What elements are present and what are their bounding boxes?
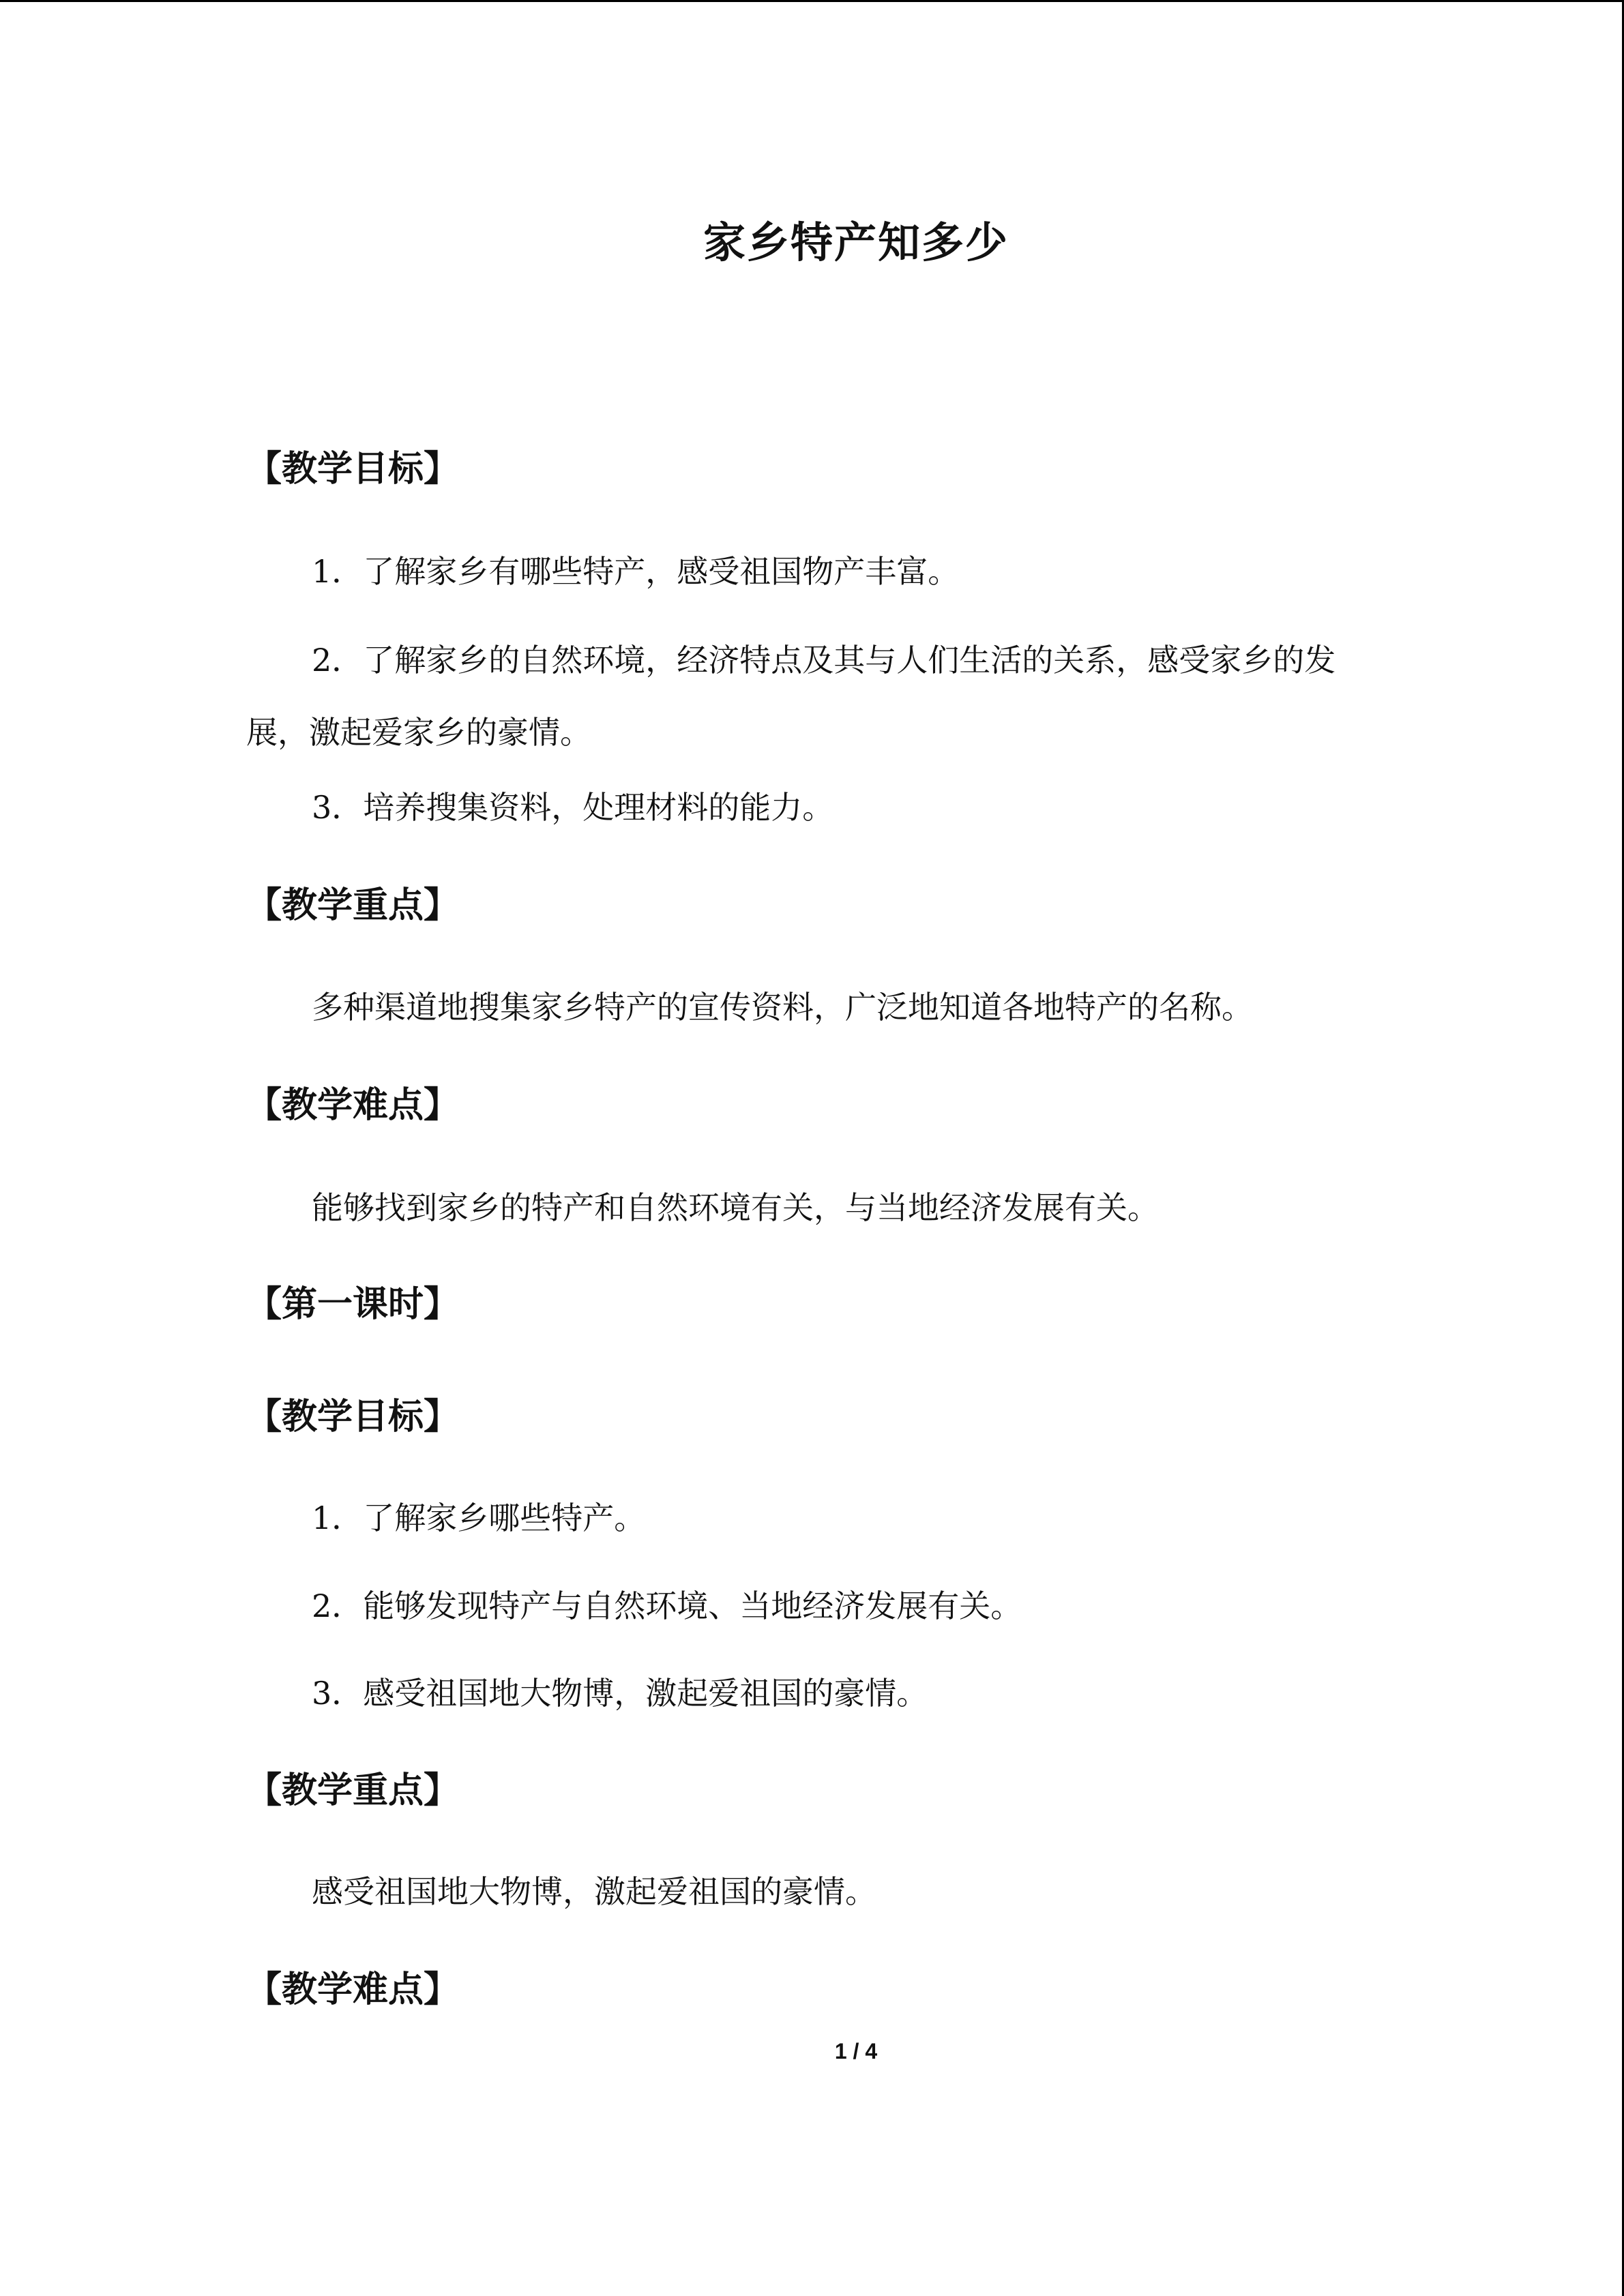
heading-first-lesson: 【第一课时】 bbox=[246, 1283, 460, 1325]
heading-teaching-difficulty: 【教学难点】 bbox=[246, 1084, 460, 1126]
heading-teaching-focus: 【教学重点】 bbox=[246, 884, 460, 926]
heading-lesson-focus: 【教学重点】 bbox=[246, 1770, 460, 1811]
goal-item-1: 1．了解家乡有哪些特产，感受祖国物产丰富。 bbox=[312, 553, 960, 590]
page-number: 1 / 4 bbox=[834, 2039, 878, 2063]
lesson-goal-item-1: 1．了解家乡哪些特产。 bbox=[312, 1500, 646, 1536]
lesson-goal-item-3: 3．感受祖国地大物博，激起爱祖国的豪情。 bbox=[312, 1675, 928, 1712]
goal-item-2: 2．了解家乡的自然环境，经济特点及其与人们生活的关系，感受家乡的发展，激起爱家乡的豪情。 bbox=[246, 642, 1336, 751]
lesson-focus-paragraph: 感受祖国地大物博，激起爱祖国的豪情。 bbox=[312, 1873, 876, 1910]
lesson-goal-item-2: 2．能够发现特产与自然环境、当地经济发展有关。 bbox=[312, 1587, 1022, 1624]
heading-teaching-goals: 【教学目标】 bbox=[246, 448, 460, 490]
heading-lesson-difficulty: 【教学难点】 bbox=[246, 1969, 460, 2010]
page-border-top bbox=[0, 0, 1624, 2]
heading-lesson-goals: 【教学目标】 bbox=[246, 1396, 460, 1437]
document-title: 家乡特产知多少 bbox=[703, 218, 1009, 267]
goal-item-3: 3．培养搜集资料，处理材料的能力。 bbox=[312, 789, 834, 826]
focus-paragraph: 多种渠道地搜集家乡特产的宣传资料，广泛地知道各地特产的名称。 bbox=[312, 989, 1253, 1026]
difficulty-paragraph: 能够找到家乡的特产和自然环境有关，与当地经济发展有关。 bbox=[312, 1189, 1159, 1226]
